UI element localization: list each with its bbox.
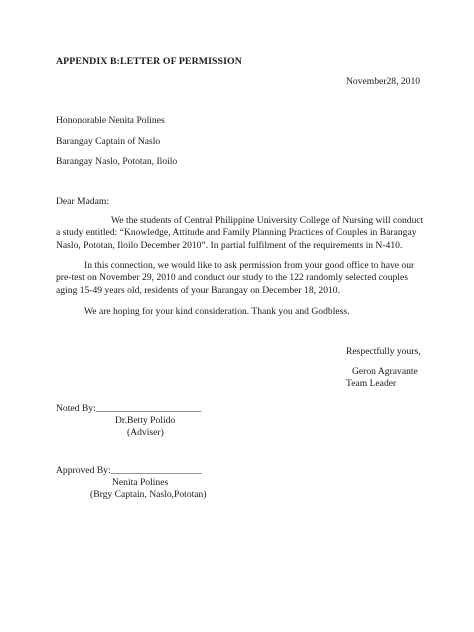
paragraph-2-line-1: In this connection, we would like to ask permission from your good office to have our xyxy=(84,260,415,271)
letter-date: November28, 2010 xyxy=(346,76,421,87)
noted-by-name: Dr.Betty Polido xyxy=(115,415,176,426)
paragraph-2-line-2: pre-test on November 29, 2010 and conduct our study to the 122 randomly selected couples xyxy=(56,272,408,284)
recipient-title: Barangay Captain of Naslo xyxy=(56,136,161,147)
closing: Respectfully yours, xyxy=(346,346,421,357)
noted-by-label: Noted By: xyxy=(56,403,96,414)
noted-by-signature-line: ______________________ xyxy=(95,403,202,414)
paragraph-2-line-3: aging 15-49 years old, residents of your Barangay on December 18, 2010. xyxy=(56,284,341,296)
paragraph-1-line-3: Naslo, Pototan, Iloilo December 2010”. In partial fulfilment of the requirements in N-410. xyxy=(56,239,403,251)
signatory-role: Team Leader xyxy=(346,378,397,389)
body-paragraph-2 xyxy=(56,260,414,297)
noted-by-role: (Adviser) xyxy=(127,427,164,438)
salutation: Dear Madam: xyxy=(56,196,110,207)
body-paragraph-3: We are hoping for your kind consideration. Thank you and Godbless. xyxy=(84,306,350,317)
body-paragraph-1 xyxy=(56,215,423,252)
paragraph-1-line-1: We the students of Central Philippine University College of Nursing will conduct xyxy=(111,215,424,226)
recipient-address: Barangay Naslo, Pototan, Iloilo xyxy=(56,156,178,167)
letter-heading: APPENDIX B:LETTER OF PERMISSION xyxy=(56,56,242,67)
paragraph-1-line-2: a study entitled: “Knowledge, Attitude and Family Planning Practices of Couples in Barangay xyxy=(56,227,417,239)
signatory-name: Geron Agravante xyxy=(352,366,418,377)
approved-by-row xyxy=(56,465,202,477)
noted-by-row xyxy=(56,403,201,415)
approved-by-role: (Brgy Captain, Naslo,Pototan) xyxy=(90,489,207,500)
approved-by-name: Nenita Polines xyxy=(112,477,169,488)
approved-by-signature-line: ___________________ xyxy=(110,465,202,476)
approved-by-label: Approved By: xyxy=(56,465,111,476)
recipient-name: Hononorable Nenita Polines xyxy=(56,115,165,126)
